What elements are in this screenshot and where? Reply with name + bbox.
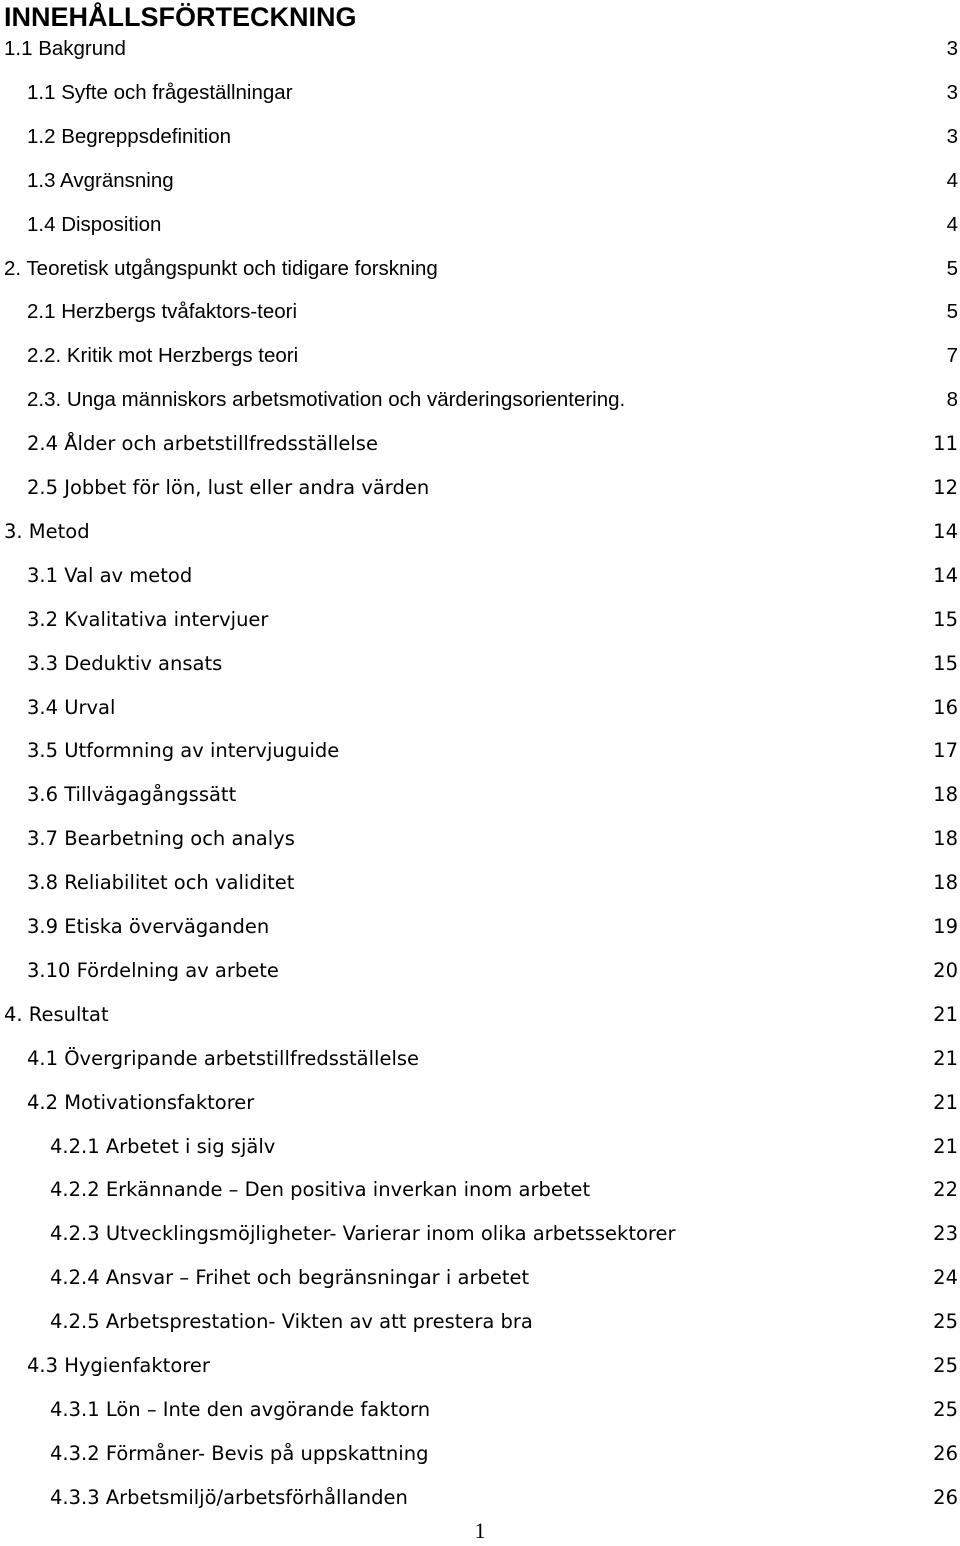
toc-entry-label: 3.6 Tillvägagångssätt	[27, 783, 237, 807]
toc-entry[interactable]	[0, 166, 960, 196]
toc-entry-page: 17	[933, 739, 958, 763]
toc-entry-page: 14	[933, 519, 958, 543]
toc-entry-page: 20	[933, 958, 958, 982]
toc-entry[interactable]	[0, 297, 960, 327]
toc-entry[interactable]	[0, 956, 960, 986]
toc-entry-page: 16	[933, 695, 958, 719]
toc-entry-page: 3	[946, 37, 958, 60]
toc-entry-page: 12	[933, 476, 958, 499]
toc-entry-page: 23	[933, 1222, 958, 1246]
toc-entry[interactable]	[0, 517, 960, 547]
toc-entry[interactable]	[0, 1132, 960, 1162]
toc-entry-page: 7	[946, 344, 958, 368]
toc-entry[interactable]	[0, 1044, 960, 1074]
toc-entry-label: 2.3. Unga människors arbetsmotivation och värderingsorientering.	[27, 388, 626, 412]
toc-entry-label: 3.10 Fördelning av arbete	[27, 958, 279, 982]
toc-entry[interactable]	[0, 1175, 960, 1205]
toc-entry-page: 18	[933, 827, 958, 851]
toc-entry-label: 3. Metod	[4, 519, 90, 543]
toc-entry-page: 21	[933, 1090, 958, 1114]
toc-entry-label: 4.3.2 Förmåner- Bevis på uppskattning	[50, 1441, 429, 1465]
toc-entry-label: 3.9 Etiska överväganden	[27, 915, 270, 938]
toc-entry-label: 3.4 Urval	[27, 695, 116, 719]
toc-entry-label: 4.2 Motivationsfaktorer	[27, 1090, 255, 1114]
toc-entry-page: 15	[933, 607, 958, 631]
toc-entry-page: 18	[933, 871, 958, 895]
toc-entry-label: 4.2.5 Arbetsprestation- Vikten av att prestera bra	[50, 1310, 533, 1334]
toc-entry[interactable]	[0, 605, 960, 635]
toc-entry-page: 3	[946, 124, 958, 148]
toc-entry-page: 5	[946, 300, 958, 324]
toc-entry-label: 4.3.1 Lön – Inte den avgörande faktorn	[50, 1397, 431, 1421]
toc-entry-label: 2.2. Kritik mot Herzbergs teori	[27, 344, 299, 368]
toc-entry-label: 2.1 Herzbergs tvåfaktors-teori	[27, 300, 298, 324]
toc-entry-label: 4.2.4 Ansvar – Frihet och begränsningar i arbetet	[50, 1266, 530, 1290]
toc-entry-label: 1.1 Bakgrund	[4, 37, 126, 60]
toc-entry-page: 21	[933, 1046, 958, 1070]
toc-entry-label: 3.5 Utformning av intervjuguide	[27, 739, 340, 763]
toc-entry[interactable]	[0, 429, 960, 459]
toc-entry-label: 1.4 Disposition	[27, 212, 162, 236]
toc-entry-page: 18	[933, 783, 958, 807]
toc-entry-page: 3	[946, 80, 958, 104]
toc-title: INNEHÅLLSFÖRTECKNING	[4, 2, 357, 32]
toc-entry-page: 21	[933, 1002, 958, 1026]
toc-entry-label: 4.2.2 Erkännande – Den positiva inverkan inom arbetet	[50, 1178, 591, 1202]
toc-entry[interactable]	[0, 561, 960, 591]
toc-entry-page: 24	[933, 1266, 958, 1290]
toc-entry-label: 1.3 Avgränsning	[27, 168, 174, 192]
toc-entry[interactable]	[0, 736, 960, 766]
toc-entry[interactable]	[0, 1351, 960, 1381]
toc-entry[interactable]	[0, 1263, 960, 1293]
toc-entry[interactable]	[0, 473, 960, 503]
toc-entry[interactable]	[0, 912, 960, 942]
toc-entry-page: 25	[933, 1310, 958, 1334]
toc-entry[interactable]	[0, 78, 960, 108]
toc-entry[interactable]	[0, 868, 960, 898]
toc-entry-page: 26	[933, 1485, 958, 1509]
toc-entry[interactable]	[0, 649, 960, 679]
toc-entry-label: 4.3 Hygienfaktorer	[27, 1354, 210, 1377]
toc-entry-page: 4	[946, 168, 958, 192]
toc-entry-page: 19	[933, 915, 958, 938]
toc-entry[interactable]	[0, 254, 960, 284]
toc-entry-label: 4.1 Övergripande arbetstillfredsställelse	[27, 1046, 420, 1070]
toc-entry-label: 2. Teoretisk utgångspunkt och tidigare forskning	[4, 256, 438, 280]
toc-entry[interactable]	[0, 780, 960, 810]
toc-entry-page: 14	[933, 563, 958, 587]
toc-entry-page: 5	[946, 256, 958, 280]
toc-entry-page: 22	[933, 1178, 958, 1202]
toc-entry[interactable]	[0, 1439, 960, 1469]
toc-entry[interactable]	[0, 1088, 960, 1118]
toc-entry-label: 1.2 Begreppsdefinition	[27, 124, 232, 148]
toc-entry[interactable]	[0, 693, 960, 723]
toc-entry-page: 15	[933, 651, 958, 675]
toc-entry-label: 3.2 Kvalitativa intervjuer	[27, 607, 269, 631]
toc-entry-label: 2.5 Jobbet för lön, lust eller andra värden	[27, 476, 430, 499]
toc-entry[interactable]	[0, 1395, 960, 1425]
toc-entry[interactable]	[0, 824, 960, 854]
toc-entry[interactable]	[0, 341, 960, 371]
toc-entry-label: 4. Resultat	[4, 1002, 109, 1026]
toc-entry-page: 25	[933, 1354, 958, 1377]
toc-entry-label: 2.4 Ålder och arbetstillfredsställelse	[27, 432, 378, 456]
toc-entry-label: 3.7 Bearbetning och analys	[27, 827, 295, 851]
toc-entry-label: 3.1 Val av metod	[27, 563, 193, 587]
toc-entry-page: 11	[933, 432, 958, 456]
toc-entry[interactable]	[0, 1483, 960, 1513]
toc-entry-page: 21	[933, 1134, 958, 1158]
toc-entry-page: 4	[946, 212, 958, 236]
toc-entry-page: 26	[933, 1441, 958, 1465]
toc-entry-label: 4.2.3 Utvecklingsmöjligheter- Varierar inom olika arbetssektorer	[50, 1222, 676, 1246]
toc-entry[interactable]	[0, 1000, 960, 1030]
toc-entry-label: 4.3.3 Arbetsmiljö/arbetsförhållanden	[50, 1485, 408, 1509]
toc-entry-label: 3.8 Reliabilitet och validitet	[27, 871, 295, 895]
toc-entry-label: 1.1 Syfte och frågeställningar	[27, 80, 293, 104]
toc-entry[interactable]	[0, 1307, 960, 1337]
toc-entry-page: 8	[946, 388, 958, 412]
page-number: 1	[474, 1518, 486, 1543]
toc-entry[interactable]	[0, 210, 960, 240]
toc-entry-label: 4.2.1 Arbetet i sig själv	[50, 1134, 276, 1158]
toc-entry[interactable]	[0, 1219, 960, 1249]
toc-entry-label: 3.3 Deduktiv ansats	[27, 651, 223, 675]
toc-entry[interactable]	[0, 122, 960, 152]
toc-entry-page: 25	[933, 1397, 958, 1421]
toc-entry[interactable]	[0, 385, 960, 415]
toc-entry[interactable]	[0, 34, 960, 64]
